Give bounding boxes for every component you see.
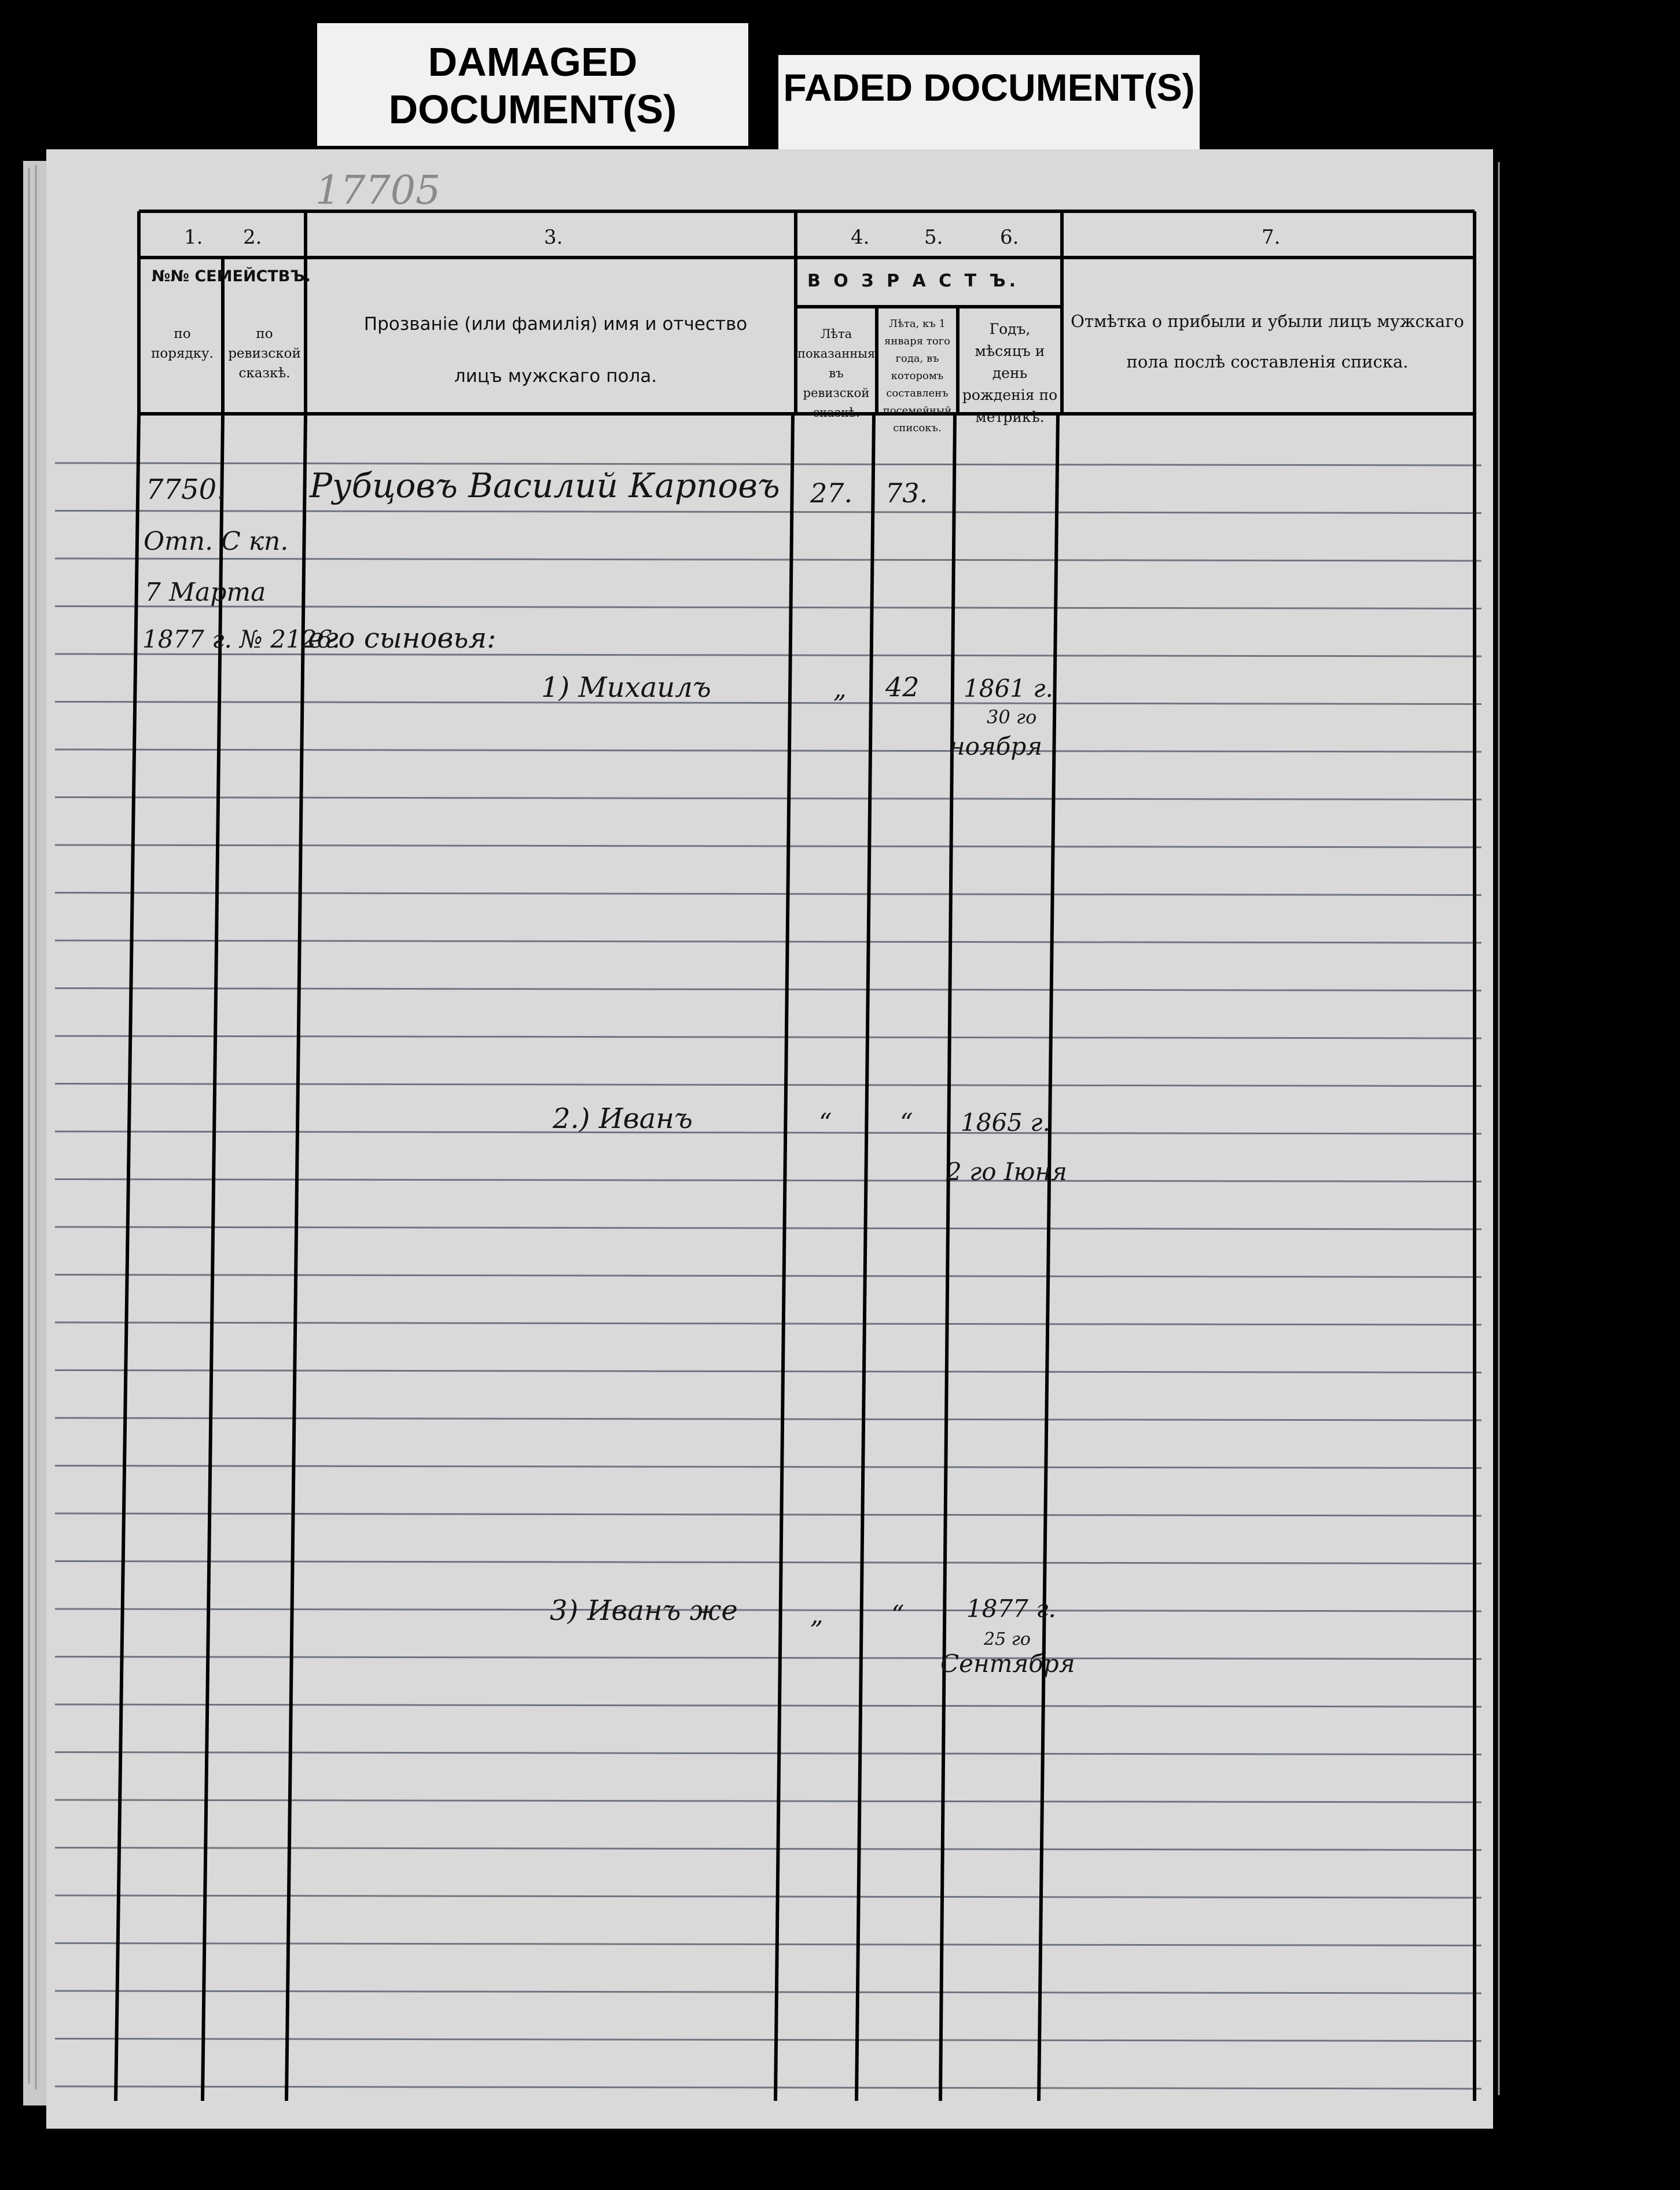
col-number-5: 5. [924, 226, 943, 249]
son1-birth-year: 1861 г. [964, 674, 1053, 703]
ruled-line [55, 845, 1482, 847]
ruled-line [55, 1036, 1482, 1038]
name-header: Прозваніе (или фамилія) имя и отчество лицъ мужскаго пола. [363, 314, 748, 387]
son1-name: 1) Михаилъ [541, 671, 711, 704]
ruled-line [55, 749, 1482, 752]
age-revision-header: Лѣта показанныя въ ревизской сказкѣ. [797, 327, 876, 420]
release-note-2: 7 Марта [145, 578, 266, 607]
son2-age-revision: “ [819, 1108, 832, 1138]
ruled-line [55, 1991, 1482, 1993]
ruled-line [55, 1609, 1482, 1611]
ruled-line [55, 1179, 1482, 1182]
ruled-line [55, 607, 1482, 609]
ruled-line [55, 1275, 1482, 1277]
ruled-line [55, 1370, 1482, 1373]
family-number: 7750. [146, 473, 226, 506]
ruled-line [55, 654, 1482, 656]
head-age-january: 73. [885, 477, 928, 509]
head-name: Рубцовъ Василий Карповъ [310, 466, 780, 505]
ruled-line [55, 1084, 1482, 1086]
son3-name: 3) Иванъ же [550, 1594, 738, 1627]
release-note-3: 1877 г. № 2126. [142, 625, 340, 653]
order-header: по порядку. [151, 326, 214, 361]
ruled-line [55, 1227, 1482, 1229]
release-note-1: Отп. С кп. [144, 527, 289, 556]
revision-header: по ревизской сказкѣ. [228, 326, 301, 381]
notes-header: Отмѣтка о прибыли и убыли лицъ мужскаго пола послѣ составленія списка. [1071, 311, 1464, 372]
age-header: В О З Р А С Т Ъ. [807, 271, 1020, 291]
ruled-line [55, 2039, 1482, 2041]
ruled-line [55, 2086, 1482, 2089]
sons-label: его сыновья: [308, 622, 497, 655]
faded-document-label: FADED DOCUMENT(S) [778, 55, 1200, 155]
col-number-2: 2. [243, 226, 262, 249]
col-number-3: 3. [544, 226, 563, 249]
son2-birth-year: 1865 г. [961, 1108, 1050, 1137]
col-number-4: 4. [851, 226, 870, 249]
families-header: №№ СЕМЕЙСТВЪ. [152, 267, 311, 285]
ruled-line [55, 1657, 1482, 1659]
ruled-line [55, 893, 1482, 895]
ruled-line [55, 1848, 1482, 1850]
son1-age-revision: „ [833, 674, 847, 704]
ruled-line [55, 1561, 1482, 1564]
ruled-line [55, 1895, 1482, 1898]
son3-age-january: “ [891, 1600, 905, 1630]
ruled-line [55, 1943, 1482, 1946]
son3-birth-day: 25 го [984, 1629, 1031, 1649]
son1-age-january: 42 [885, 671, 920, 703]
ruled-line [55, 1466, 1482, 1468]
col-number-6: 6. [1000, 226, 1019, 249]
ruled-line [55, 798, 1482, 800]
col-number-7: 7. [1262, 226, 1281, 249]
ruled-line [55, 463, 1482, 465]
son2-name: 2.) Иванъ [553, 1103, 693, 1135]
son1-birth-day: 30 го [987, 706, 1037, 728]
ruled-line [55, 940, 1482, 943]
ruled-line [55, 1322, 1482, 1325]
archive-number: 17705 [315, 168, 441, 214]
ruled-line [55, 989, 1482, 991]
son2-age-january: “ [900, 1108, 913, 1138]
ruled-line [55, 1513, 1482, 1516]
col-number-1: 1. [184, 226, 203, 249]
ruled-line [55, 511, 1482, 513]
ruled-line [55, 1131, 1482, 1134]
son3-birth-year: 1877 г. [966, 1594, 1056, 1623]
son3-age-revision: „ [810, 1600, 824, 1630]
son1-birth-month: ноября [949, 732, 1043, 760]
ruled-line [55, 1704, 1482, 1707]
damaged-document-label: DAMAGED DOCUMENT(S) [317, 23, 748, 146]
ruled-line [55, 702, 1482, 704]
head-age-revision: 27. [810, 477, 853, 509]
son2-birth-day: 2 го Іюня [946, 1158, 1067, 1186]
ruled-line [55, 558, 1482, 561]
son3-birth-month: Сентября [940, 1649, 1075, 1678]
age-january-header: Лѣта, къ 1 января того года, въ которомъ составленъ посемейный списокъ. [883, 318, 952, 434]
birth-header: Годъ, мѣсяцъ и день рожденія по метрикѣ. [962, 321, 1058, 425]
ruled-line [55, 1418, 1482, 1420]
ruled-line [55, 1800, 1482, 1802]
ruled-line [55, 1752, 1482, 1755]
